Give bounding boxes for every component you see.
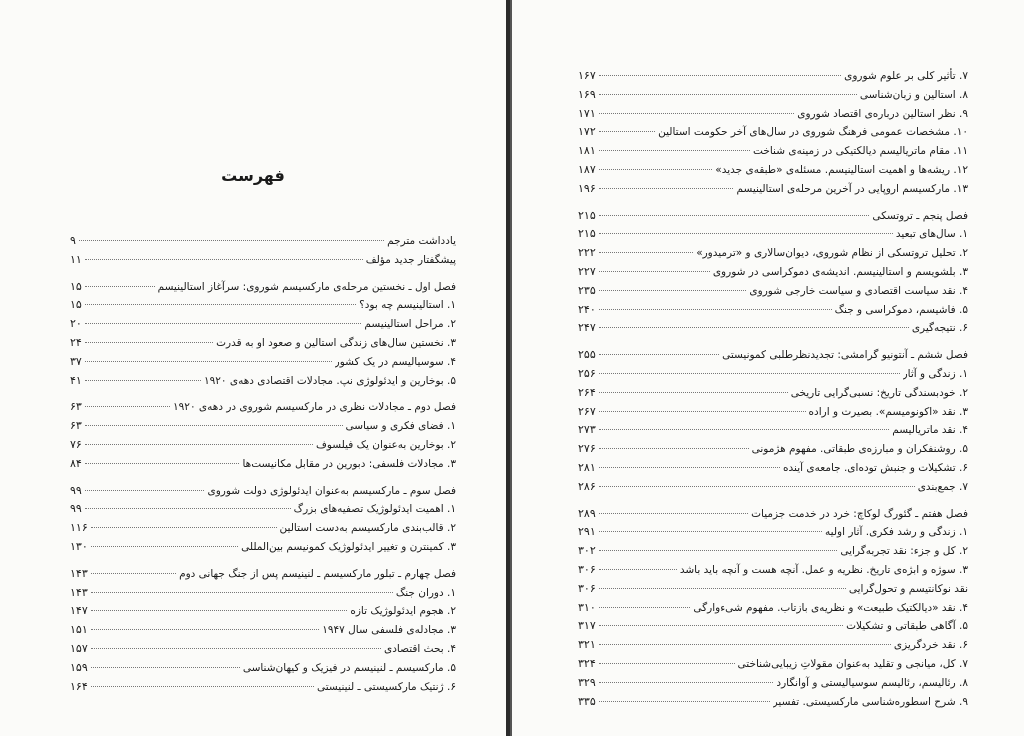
toc-entry [578, 282, 968, 301]
toc-entry-title: ۹. نظر استالین درباره‌ی اقتصاد شوروی [797, 107, 968, 120]
dot-leader [85, 323, 362, 324]
dot-leader [599, 290, 747, 291]
dot-leader [85, 425, 343, 426]
dot-leader [91, 527, 277, 528]
toc-entry [578, 421, 968, 440]
dot-leader [91, 629, 319, 630]
toc-entry [578, 655, 968, 674]
toc-entry-title: ۱۰. مشخصات عمومی فرهنگ شوروی در سال‌های آخر حکومت استالین [658, 126, 968, 139]
toc-entry [578, 244, 968, 263]
toc-entry [70, 519, 456, 538]
toc-page-number: ۳۳۵ [578, 694, 596, 708]
toc-page-number: ۱۵ [70, 279, 82, 293]
toc-entry-title: فصل ششم ـ آنتونیو گرامشی: تجدیدنظرطلبی کمونیستی [722, 349, 968, 362]
toc-page-number: ۳۱۷ [578, 619, 596, 633]
toc-page-number: ۲۸۹ [578, 506, 596, 520]
toc-entry [578, 86, 968, 105]
toc-page-number: ۲۹۱ [578, 525, 596, 539]
toc-entry [578, 478, 968, 497]
toc-entry-title: ۱. دوران جنگ [395, 586, 456, 599]
toc-entry-title: ۲. مراحل استالینیسم [364, 318, 456, 331]
toc-entry [578, 674, 968, 693]
toc-page-number: ۹۹ [70, 502, 82, 516]
toc-page-number: ۱۶۹ [578, 87, 596, 101]
toc-page-number: ۲۰ [70, 317, 82, 331]
toc-entry-title: فصل اول ـ نخستین مرحله‌ی مارکسیسم شوروی: سرآغاز استالینیسم [157, 280, 456, 293]
toc-page-number: ۱۷۲ [578, 125, 596, 139]
toc-entry [578, 301, 968, 320]
dot-leader [599, 75, 841, 76]
toc-entry-title: فصل هفتم ـ گئورگ لوکاچ: خرد در خدمت جزمیات [751, 507, 968, 520]
toc-page-number: ۲۸۱ [578, 460, 596, 474]
toc-entry-title: ۳. مجادلات فلسفی: دبورین در مقابل مکانیست‌ها [242, 457, 456, 470]
toc-page-number: ۱۶۴ [70, 679, 88, 693]
toc-entry [578, 542, 968, 561]
toc-page-number: ۱۸۷ [578, 162, 596, 176]
left-page [0, 0, 507, 736]
toc-entry [70, 315, 456, 334]
toc-entry [70, 232, 456, 251]
toc-entry-title: ۳. نقد «اکونومیسم». بصیرت و اراده [808, 405, 968, 418]
toc-entry-title: ۷. جمع‌بندی [917, 480, 968, 493]
toc-entry-title: ۸. استالین و زبان‌شناسی [859, 88, 968, 101]
toc-entry [578, 365, 968, 384]
toc-entry-title: ۱. زندگی و رشد فکری. آثار اولیه [825, 526, 968, 539]
dot-leader [91, 546, 238, 547]
dot-leader [599, 271, 710, 272]
toc-entry-title: ۱۳. مارکسیسم اروپایی در آخرین مرحله‌ی استالینیسم [736, 182, 968, 195]
toc-entry-title: ۹. شرح اسطوره‌شناسی مارکسیستی. تفسیر [772, 695, 968, 708]
toc-entry-title: فصل سوم ـ مارکسیسم به‌عنوان ایدئولوژی دولت شوروی [207, 484, 456, 497]
toc-entry-title: ۵. آگاهی طبقاتی و تشکیلات [846, 620, 968, 633]
toc-entry-title: ۱. استالینیسم چه بود؟ [359, 299, 456, 312]
dot-leader [599, 94, 857, 95]
dot-leader [85, 342, 213, 343]
toc-entry-title: ۲. هجوم ایدئولوژیک تازه [350, 605, 456, 618]
dot-leader [91, 686, 314, 687]
toc-entry [578, 180, 968, 199]
dot-leader [599, 150, 750, 151]
toc-entry-title: ۸. رئالیسم، رئالیسم سوسیالیستی و آوانگارد [776, 676, 968, 689]
dot-leader [599, 327, 909, 328]
dot-leader [599, 663, 735, 664]
right-page [510, 0, 1024, 736]
toc-page-number: ۲۴۷ [578, 321, 596, 335]
toc-page-number: ۳۷ [70, 354, 82, 368]
toc-entry-title: ۴. نقد سیاست اقتصادی و سیاست خارجی شوروی [749, 284, 968, 297]
toc-page-number: ۲۵۵ [578, 348, 596, 362]
dot-leader [599, 252, 693, 253]
toc-entry-title: ۶. تشکیلات و جنبش توده‌ای. جامعه‌ی آینده [783, 461, 968, 474]
toc-page-number: ۳۲۹ [578, 675, 596, 689]
toc-entry [70, 296, 456, 315]
toc-entry [70, 436, 456, 455]
dot-leader [599, 113, 795, 114]
toc-entry [578, 403, 968, 422]
dot-leader [599, 644, 891, 645]
toc-list-left [70, 232, 456, 696]
toc-page-number: ۱۱ [70, 252, 82, 266]
toc-page-number: ۶۳ [70, 419, 82, 433]
toc-entry [578, 693, 968, 712]
toc-entry-title: ۱. اهمیت ایدئولوژیک تصفیه‌های بزرگ [293, 503, 456, 516]
toc-page-number: ۹ [70, 234, 76, 247]
toc-entry-title: ۶. ژنتیک مارکسیستی ـ لنینیستی [316, 680, 456, 693]
dot-leader [85, 380, 201, 381]
toc-page-number: ۲۶۷ [578, 404, 596, 418]
dot-leader [79, 240, 384, 241]
toc-entry [578, 207, 968, 226]
dot-leader [599, 607, 691, 608]
dot-leader [91, 648, 381, 649]
toc-entry [70, 659, 456, 678]
toc-entry-title: فصل پنجم ـ تروتسکی [872, 209, 968, 222]
toc-entry [70, 602, 456, 621]
toc-entry [70, 640, 456, 659]
toc-entry [70, 678, 456, 697]
dot-leader [599, 309, 832, 310]
toc-entry [70, 538, 456, 557]
toc-page-number: ۹۹ [70, 483, 82, 497]
dot-leader [91, 667, 240, 668]
toc-page-number: ۸۴ [70, 456, 82, 470]
toc-entry [578, 142, 968, 161]
toc-page-number: ۱۴۷ [70, 604, 88, 618]
dot-leader [85, 490, 205, 491]
toc-page-number: ۲۷۶ [578, 442, 596, 456]
toc-entry-title: ۳. بلشویسم و استالینیسم. اندیشه‌ی دموکراسی در شوروی [712, 265, 968, 278]
toc-page-number: ۱۸۱ [578, 144, 596, 158]
dot-leader [599, 411, 806, 412]
toc-entry [70, 455, 456, 474]
toc-page-number: ۶۳ [70, 400, 82, 414]
toc-entry-title: ۶. نقد خردگریزی [893, 639, 968, 652]
dot-leader [599, 429, 889, 430]
toc-entry-title: ۳. نخستین سال‌های زندگی استالین و صعود او به قدرت [216, 336, 456, 349]
toc-page-number: ۲۳۵ [578, 283, 596, 297]
toc-entry-title: ۲. خودبسندگی تاریخ: نسبی‌گرایی تاریخی [790, 386, 968, 399]
toc-entry-title: ۴. نقد «دیالکتیک طبیعت» و نظریه‌ی بازتاب. مفهوم شیءوارگی [693, 601, 968, 614]
toc-entry-title: ۱۱. مقام ماتریالیسم دیالکتیکی در زمینه‌ی شناخت [753, 145, 968, 158]
toc-entry [70, 398, 456, 417]
toc-entry-title: ۱. زندگی و آثار [902, 367, 968, 380]
toc-page-number: ۳۰۶ [578, 581, 596, 595]
toc-page-number: ۲۴۰ [578, 302, 596, 316]
dot-leader [85, 463, 240, 464]
toc-page-number: ۳۰۶ [578, 562, 596, 576]
toc-entry [578, 580, 968, 599]
toc-page-number: ۲۵۶ [578, 366, 596, 380]
toc-page-number: ۳۰۲ [578, 544, 596, 558]
toc-entry-title: فصل دوم ـ مجادلات نظری در مارکسیسم شوروی در دهه‌ی ۱۹۲۰ [173, 401, 456, 414]
dot-leader [599, 531, 822, 532]
toc-page-number: ۳۲۴ [578, 656, 596, 670]
dot-leader [85, 286, 155, 287]
toc-page-number: ۲۸۶ [578, 479, 596, 493]
toc-entry [70, 251, 456, 270]
toc-page-number: ۲۶۴ [578, 385, 596, 399]
dot-leader [599, 392, 788, 393]
toc-entry [70, 482, 456, 501]
toc-entry [578, 346, 968, 365]
dot-leader [599, 354, 719, 355]
dot-leader [599, 550, 838, 551]
dot-leader [91, 592, 393, 593]
toc-page-number: ۱۹۶ [578, 181, 596, 195]
toc-entry [578, 599, 968, 618]
toc-page-number: ۳۲۱ [578, 638, 596, 652]
toc-entry [578, 161, 968, 180]
toc-page-number: ۷۶ [70, 437, 82, 451]
toc-entry [578, 67, 968, 86]
dot-leader [599, 625, 843, 626]
dot-leader [91, 573, 176, 574]
toc-page-number: ۲۲۷ [578, 264, 596, 278]
dot-leader [91, 610, 348, 611]
dot-leader [85, 259, 363, 260]
toc-page-number: ۱۷۱ [578, 106, 596, 120]
toc-entry-title: ۲. کل و جزء: نقد تجربه‌گرایی [840, 545, 968, 558]
toc-entry [578, 225, 968, 244]
dot-leader [85, 406, 170, 407]
toc-entry [578, 523, 968, 542]
toc-page-number: ۱۳۰ [70, 539, 88, 553]
toc-page-number: ۲۴ [70, 335, 82, 349]
toc-entry [578, 561, 968, 580]
dot-leader [599, 233, 893, 234]
toc-entry [70, 353, 456, 372]
toc-entry-title: ۱۲. ریشه‌ها و اهمیت استالینیسم. مسئله‌ی «طبقه‌ی جدید» [715, 163, 968, 176]
dot-leader [599, 215, 870, 216]
toc-entry-title: ۳. سوژه و ابژه‌ی تاریخ. نظریه و عمل. آنچه هست و آنچه باید باشد [679, 563, 968, 576]
dot-leader [599, 513, 748, 514]
toc-entry [70, 500, 456, 519]
toc-entry-title: نقد نوکانتیسم و تحول‌گرایی [848, 582, 968, 595]
dot-leader [599, 373, 900, 374]
dot-leader [599, 448, 749, 449]
toc-entry-title: ۴. سوسیالیسم در یک کشور [334, 355, 456, 368]
toc-entry-title: ۴. نقد ماتریالیسم [892, 424, 968, 437]
toc-entry [70, 372, 456, 391]
dot-leader [599, 682, 774, 683]
dot-leader [599, 169, 713, 170]
toc-entry [578, 459, 968, 478]
dot-leader [599, 131, 655, 132]
toc-entry-title: ۳. مجادله‌ی فلسفی سال ۱۹۴۷ [322, 624, 456, 637]
dot-leader [85, 508, 291, 509]
toc-entry-title: ۳. کمینترن و تغییر ایدئولوژیک کمونیسم بین‌المللی [241, 540, 456, 553]
toc-entry [70, 565, 456, 584]
toc-entry [578, 263, 968, 282]
toc-entry-title: ۱. فضای فکری و سیاسی [345, 420, 456, 433]
toc-entry [70, 584, 456, 603]
toc-entry [578, 319, 968, 338]
toc-entry-title: یادداشت مترجم [387, 235, 456, 247]
toc-entry-title: فصل چهارم ـ تبلور مارکسیسم ـ لنینیسم پس از جنگ جهانی دوم [179, 567, 456, 580]
toc-entry-title: ۵. مارکسیسم ـ لنینیسم در فیزیک و کیهان‌شناسی [242, 661, 456, 674]
toc-page-number: ۲۱۵ [578, 227, 596, 241]
toc-entry-title: ۴. بحث اقتصادی [384, 642, 456, 655]
toc-entry-title: ۱. سال‌های تبعید [895, 228, 968, 241]
dot-leader [85, 361, 332, 362]
toc-page-number: ۱۱۶ [70, 521, 88, 535]
toc-entry-title: ۲. قالب‌بندی مارکسیسم به‌دست استالین [279, 522, 456, 535]
toc-page-number: ۱۵ [70, 298, 82, 312]
dot-leader [599, 467, 780, 468]
toc-entry [578, 123, 968, 142]
toc-entry [70, 334, 456, 353]
toc-entry-title: ۷. کل، میانجی و تقلید به‌عنوان مقولاتِ زیبایی‌شناختی [737, 657, 968, 670]
dot-leader [599, 486, 915, 487]
toc-page-number: ۲۱۵ [578, 208, 596, 222]
toc-page-number: ۳۱۰ [578, 600, 596, 614]
dot-leader [599, 569, 677, 570]
toc-entry-title: ۲. تحلیل تروتسکی از نظام شوروی، دیوان‌سالاری و «ترمیدور» [696, 247, 968, 260]
toc-entry-title: ۵. فاشیسم، دموکراسی و جنگ [834, 303, 968, 316]
toc-page-number: ۱۴۳ [70, 566, 88, 580]
toc-page-number: ۱۴۳ [70, 585, 88, 599]
toc-entry [578, 440, 968, 459]
toc-page-number: ۱۵۷ [70, 641, 88, 655]
toc-entry-title: ۶. نتیجه‌گیری [911, 322, 968, 335]
toc-entry-title: پیشگفتار جدید مؤلف [365, 253, 456, 266]
toc-entry [70, 621, 456, 640]
dot-leader [85, 304, 356, 305]
dot-leader [85, 444, 313, 445]
toc-page-number: ۱۵۹ [70, 660, 88, 674]
toc-entry [578, 617, 968, 636]
toc-page-number: ۲۲۲ [578, 246, 596, 260]
toc-title: فهرست [221, 166, 285, 185]
toc-entry [578, 505, 968, 524]
toc-entry [578, 384, 968, 403]
toc-page-number: ۱۶۷ [578, 69, 596, 82]
toc-entry-title: ۲. بوخارین به‌عنوان یک فیلسوف [315, 438, 456, 451]
dot-leader [599, 588, 846, 589]
toc-entry [578, 636, 968, 655]
toc-entry-title: ۵. بوخارین و ایدئولوژی نپ. مجادلات اقتصادی دهه‌ی ۱۹۲۰ [203, 374, 456, 387]
toc-entry-title: ۷. تأثیر کلی بر علوم شوروی [844, 70, 968, 82]
dot-leader [599, 701, 770, 702]
toc-entry [70, 417, 456, 436]
toc-page-number: ۱۵۱ [70, 623, 88, 637]
toc-entry [578, 105, 968, 124]
dot-leader [599, 188, 734, 189]
toc-entry-title: ۵. روشنفکران و مبارزه‌ی طبقاتی. مفهوم هژمونی [751, 443, 968, 456]
toc-list-right [578, 67, 968, 711]
toc-page-number: ۲۷۳ [578, 423, 596, 437]
toc-page-number: ۴۱ [70, 373, 82, 387]
toc-entry [70, 278, 456, 297]
